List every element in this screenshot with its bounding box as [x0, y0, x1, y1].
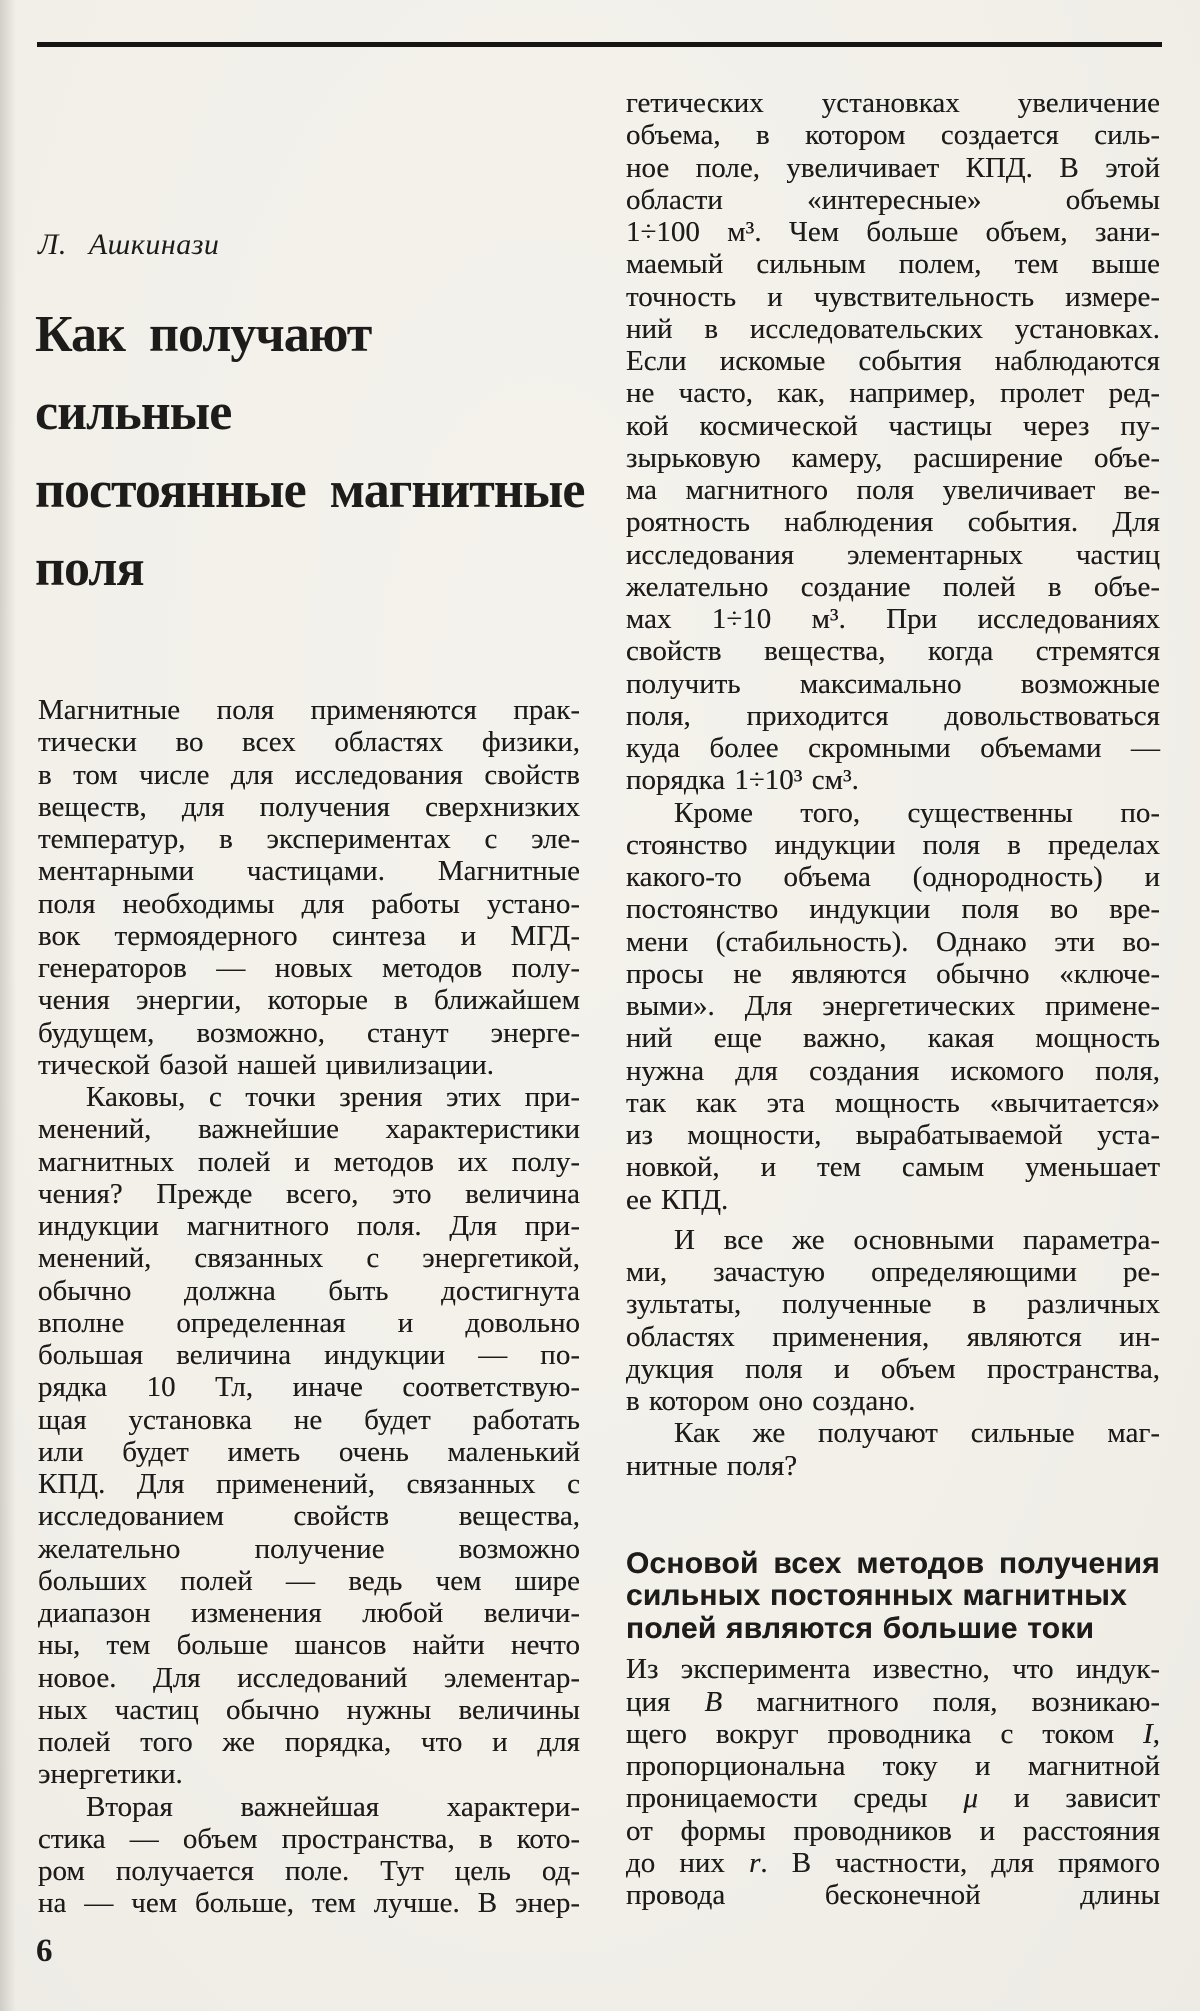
text-line: менений, важнейшие характеристики [38, 1113, 580, 1146]
text-line: до них r. В частности, для прямого [626, 1846, 1160, 1879]
text-line: Вторая важнейшая характери- [86, 1790, 580, 1823]
text-line: проницаемости среды μ и зависит [626, 1782, 1160, 1815]
text-line: так как эта мощность «вычитается» [626, 1086, 1160, 1119]
text-line: ее КПД. [626, 1183, 729, 1216]
title-line: поля [35, 540, 144, 597]
text-line: пропорциональна току и магнитной [626, 1750, 1160, 1782]
text-line: какого-то объема (однородность) и [626, 861, 1160, 893]
text-line: точность и чувствительность измере- [626, 280, 1160, 313]
text-line: рядка 10 Тл, иначе соответствую- [38, 1371, 580, 1404]
text-line: не часто, как, например, пролет ред- [626, 377, 1160, 410]
text-line: щего вокруг проводника с током I, [626, 1717, 1160, 1750]
text-line: большая величина индукции — по- [38, 1339, 580, 1371]
text-line: индукции магнитного поля. Для при- [38, 1210, 580, 1242]
italic-variable: r [749, 1846, 761, 1879]
text-line: поля необходимы для работы устано- [38, 887, 580, 920]
left-column [38, 694, 580, 1920]
text-line: Магнитные поля применяются прак- [38, 694, 580, 726]
text-line: в котором оно создано. [626, 1385, 916, 1417]
paragraph-block [626, 1417, 1160, 1482]
text-line: ний в исследовательских установках. [626, 312, 1160, 345]
text-line: ментарными частицами. Магнитные [38, 855, 580, 888]
text-line: Кроме того, существенны по- [674, 796, 1160, 829]
text-line: новкой, и тем самым уменьшает [626, 1151, 1160, 1184]
text-line: больших полей — ведь чем шире [38, 1564, 580, 1597]
text-line: вполне определенная и довольно [38, 1306, 580, 1339]
text-line: поля, приходится довольствоваться [626, 699, 1160, 732]
italic-variable: B [704, 1685, 723, 1718]
text-line: ром получается поле. Тут цель од- [38, 1855, 580, 1887]
text-line: И все же основными параметра- [674, 1223, 1160, 1256]
text-line: маемый сильным полем, тем выше [626, 248, 1160, 281]
text-line: роятность наблюдения события. Для [626, 506, 1160, 539]
text-line: исследованием свойств вещества, [38, 1500, 580, 1533]
text-line: щая установка не будет работать [38, 1403, 580, 1436]
text-line: обычно должна быть достигнута [38, 1274, 580, 1307]
text-line: нитные поля? [626, 1449, 798, 1482]
text-line: куда более скромными объемами — [626, 732, 1160, 764]
text-line: будущем, возможно, станут энерге- [38, 1016, 580, 1049]
text-line: стоянство индукции поля в пределах [626, 828, 1160, 861]
text-line: постоянство индукции поля во вре- [626, 893, 1160, 926]
right-column [626, 87, 1160, 1911]
text-line: свойств вещества, когда стремятся [626, 635, 1160, 668]
paragraph-block [38, 1081, 580, 1791]
italic-variable: I [1143, 1717, 1153, 1750]
text-line: зультаты, полученные в различных [626, 1288, 1160, 1321]
paragraph-block [38, 694, 580, 1081]
text-line: ны, тем больше шансов найти нечто [38, 1629, 580, 1662]
text-line: Если искомые события наблюдаются [626, 345, 1160, 377]
paragraph-block [38, 1791, 580, 1920]
text-line: диапазон изменения любой величи- [38, 1597, 580, 1629]
text-line: чения? Прежде всего, это величина [38, 1177, 580, 1210]
text-line: мени (стабильность). Однако эти во- [626, 925, 1160, 958]
text-line: ных частиц обычно нужны величины [38, 1693, 580, 1726]
article-title [35, 296, 655, 608]
subhead-line: Основой всех методов получения [626, 1546, 1160, 1580]
page-number: 6 [36, 1933, 53, 1969]
text-line: ми, зачастую определяющими ре- [626, 1256, 1160, 1288]
text-line: 1÷100 м³. Чем больше объем, зани- [626, 216, 1160, 248]
text-line: ма магнитного поля увеличивает ве- [626, 474, 1160, 506]
text-line: магнитных полей и методов их полу- [38, 1145, 580, 1178]
text-line: вок термоядерного синтеза и МГД- [38, 919, 580, 952]
title-line: Как получают [35, 306, 372, 363]
text-line: менений, связанных с энергетикой, [38, 1242, 580, 1275]
scan-edge-shadow [0, 0, 16, 2011]
paragraph-block [626, 1224, 1160, 1418]
text-line: объема, в котором создается силь- [626, 119, 1160, 152]
text-line: генераторов — новых методов полу- [38, 952, 580, 984]
text-line: Каковы, с точки зрения этих при- [86, 1081, 580, 1113]
text-line: областях применения, являются ин- [626, 1320, 1160, 1353]
text-line: в том числе для исследования свойств [38, 758, 580, 791]
text-line: чения энергии, которые в ближайшем [38, 984, 580, 1017]
text-line: или будет иметь очень маленький [38, 1435, 580, 1468]
text-line: выми». Для энергетических примене- [626, 990, 1160, 1022]
text-line: области «интересные» объемы [626, 183, 1160, 216]
text-line: тической базой нашей цивилизации. [38, 1048, 495, 1081]
text-line: провода бесконечной длины [626, 1879, 1160, 1911]
text-line: на — чем больше, тем лучше. В энер- [38, 1887, 580, 1920]
text-line: порядка 1÷10³ см³. [626, 764, 859, 797]
text-line: из мощности, вырабатываемой уста- [626, 1119, 1160, 1151]
text-line: нужна для создания искомого поля, [626, 1054, 1160, 1087]
subhead-line: полей являются большие токи [626, 1611, 1095, 1645]
subhead-line: сильных постоянных магнитных [626, 1579, 1127, 1613]
text-line: получить максимально возможные [626, 667, 1160, 700]
text-line: ное поле, увеличивает КПД. В этой [626, 151, 1160, 184]
text-line: Из эксперимента известно, что индук- [626, 1653, 1160, 1686]
text-line: полей того же порядка, что и для [38, 1726, 580, 1758]
text-line: ний еще важно, какая мощность [626, 1022, 1160, 1055]
paragraph-block [626, 87, 1160, 797]
text-line: желательно создание полей в объе- [626, 570, 1160, 603]
italic-variable: μ [963, 1782, 978, 1815]
title-line: сильные [35, 384, 232, 441]
text-line: от формы проводников и расстояния [626, 1814, 1160, 1847]
text-line: веществ, для получения сверхнизких [38, 790, 580, 823]
paragraph-block [626, 797, 1160, 1216]
text-line: дукция поля и объем пространства, [626, 1352, 1160, 1385]
text-line: просы не являются обычно «ключе- [626, 957, 1160, 990]
text-line: тически во всех областях физики, [38, 726, 580, 759]
text-line: энергетики. [38, 1758, 183, 1791]
text-line: Как же получают сильные маг- [674, 1417, 1160, 1450]
text-line: стика — объем пространства, в кото- [38, 1822, 580, 1855]
text-line: желательно получение возможно [38, 1532, 580, 1565]
author-line: Л. Ашкинази [38, 228, 220, 261]
header-rule [37, 42, 1162, 47]
text-line: исследования элементарных частиц [626, 538, 1160, 571]
paragraph-block [626, 1653, 1160, 1911]
text-line: зырьковую камеру, расширение объе- [626, 441, 1160, 474]
title-line: постоянные магнитные [35, 462, 585, 519]
text-line: ция B магнитного поля, возникаю- [626, 1685, 1160, 1718]
text-line: температур, в экспериментах с эле- [38, 823, 580, 855]
text-line: новое. Для исследований элементар- [38, 1661, 580, 1694]
section-subhead [626, 1548, 1160, 1646]
text-line: КПД. Для применений, связанных с [38, 1468, 580, 1500]
text-line: гетических установках увеличение [626, 87, 1160, 119]
text-line: мах 1÷10 м³. При исследованиях [626, 603, 1160, 635]
text-line: кой космической частицы через пу- [626, 409, 1160, 442]
